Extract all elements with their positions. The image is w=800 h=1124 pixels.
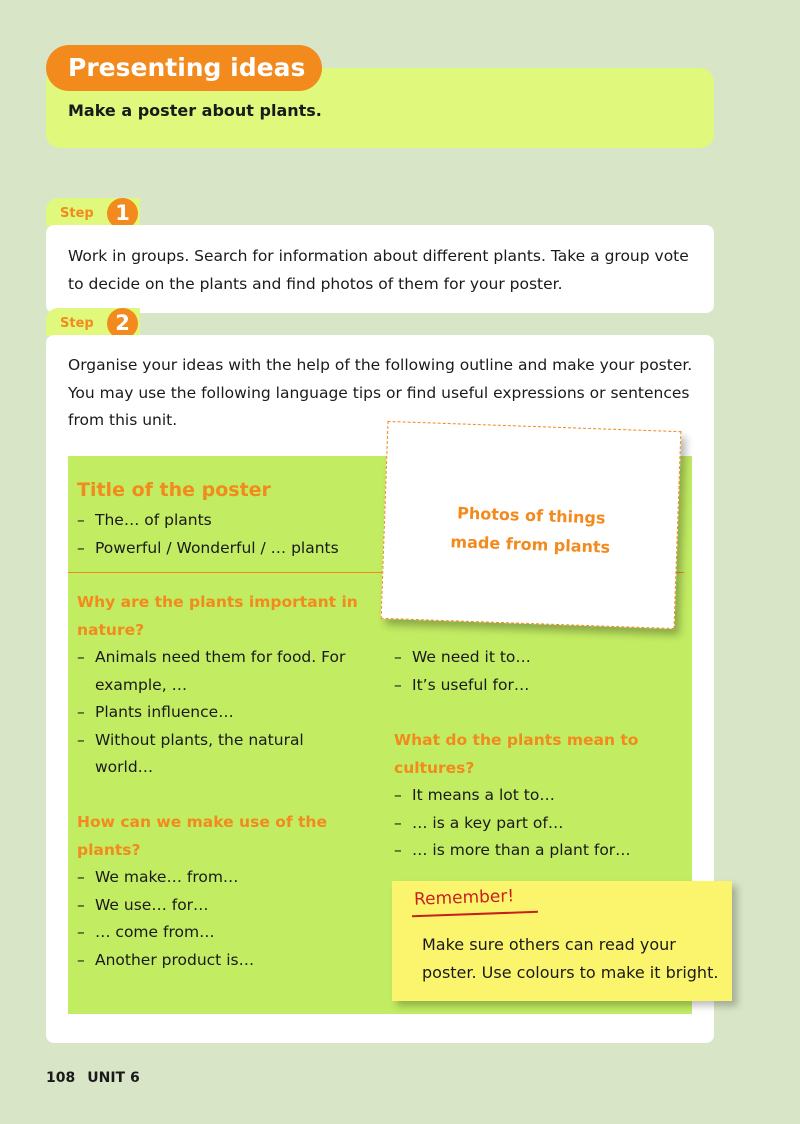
page-title: Presenting ideas	[46, 45, 322, 91]
cultures-heading: What do the plants mean to cultures?	[394, 731, 639, 777]
note-title: Remember!	[413, 886, 515, 910]
important-heading: Why are the plants important in nature?	[77, 593, 358, 639]
list-item: – We use… for…	[77, 895, 209, 914]
list-item: – We need it to…	[394, 648, 531, 666]
cultures-list	[394, 782, 684, 865]
list-item: – Plants influence…	[77, 703, 234, 721]
page-subtitle: Make a poster about plants.	[68, 101, 322, 120]
list-item: – We make… from…	[77, 868, 239, 886]
list-item: – Powerful / Wonderful / … plants	[77, 538, 339, 557]
list-item: – Animals need them for food. For example, …	[77, 648, 346, 694]
page-number: 108	[46, 1070, 76, 1086]
step-2-number: 2	[107, 308, 138, 339]
step-1-number: 1	[107, 198, 138, 229]
step-1-text: Work in groups. Search for information about different plants. Take a group vote to decide on the plants and find photos of them for your poster.	[68, 247, 689, 293]
poster-title-heading: Title of the poster	[77, 479, 271, 501]
photo-placeholder-card	[381, 421, 682, 629]
use-heading: How can we make use of the plants?	[77, 813, 327, 859]
page-footer	[46, 1070, 152, 1086]
remember-note	[392, 881, 732, 1001]
list-item: – It’s useful for…	[394, 675, 530, 694]
note-text: Make sure others can read your poster. Use colours to make it bright.	[422, 935, 719, 982]
photo-caption: Photos of things made from plants	[450, 503, 611, 557]
list-item: – Another product is…	[77, 950, 255, 969]
step-1-label: Step	[60, 206, 94, 221]
use-list	[77, 864, 362, 974]
list-item: – … come from…	[77, 923, 215, 941]
list-item: – The… of plants	[77, 511, 212, 529]
important-list	[77, 644, 362, 782]
list-item: – … is more than a plant for…	[394, 841, 631, 859]
step-2-text: Organise your ideas with the help of the following outline and make your poster. You may use the following language tips or find useful expressions or sentences from this unit.	[68, 356, 693, 429]
right-list	[394, 644, 684, 699]
note-underline	[412, 911, 538, 917]
list-item: – It means a lot to…	[394, 786, 555, 804]
step-2-label: Step	[60, 316, 94, 331]
list-item: – Without plants, the natural world…	[77, 730, 304, 776]
unit-label: UNIT 6	[87, 1070, 140, 1086]
poster-title-list	[77, 507, 377, 562]
list-item: – … is a key part of…	[394, 813, 564, 832]
